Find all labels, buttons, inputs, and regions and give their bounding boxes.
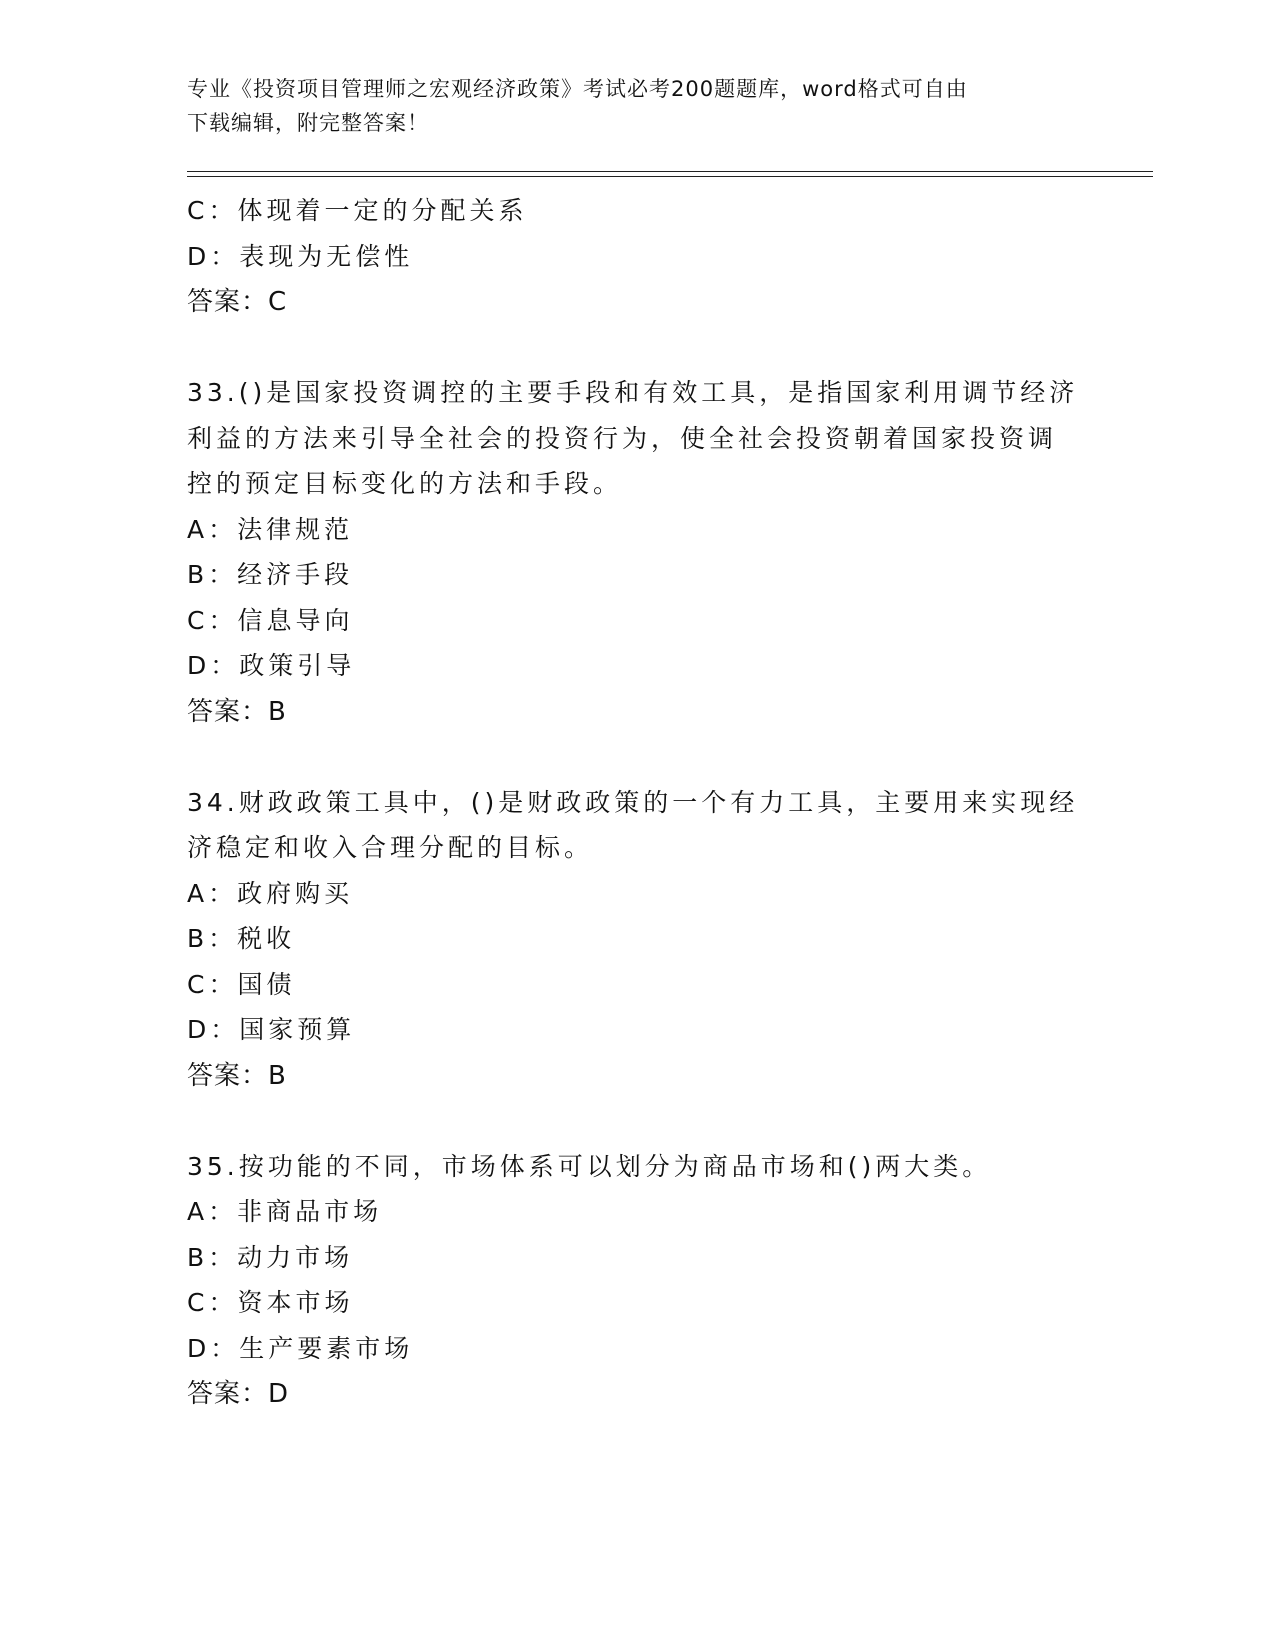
question-text-line: 利益的方法来引导全社会的投资行为，使全社会投资朝着国家投资调	[187, 423, 1058, 453]
question-text-line: 35.按功能的不同，市场体系可以划分为商品市场和()两大类。	[187, 1151, 992, 1181]
spacer	[187, 325, 1087, 370]
question-text-line: 33.()是国家投资调控的主要手段和有效工具，是指国家利用调节经济	[187, 378, 1079, 407]
option-d: D：生产要素市场	[187, 1333, 414, 1363]
option-c: C：资本市场	[187, 1288, 354, 1317]
question-33	[187, 370, 1087, 735]
question-35	[187, 1144, 1087, 1418]
header-line-2: 下载编辑，附完整答案！	[187, 111, 429, 135]
option-c: C：国债	[187, 969, 296, 999]
question-content	[187, 188, 1087, 1417]
answer-line: 答案：C	[187, 287, 288, 317]
option-a: A：非商品市场	[187, 1197, 383, 1226]
option-b: B：经济手段	[187, 560, 354, 589]
header-rule-top	[187, 171, 1153, 172]
option-b: B：动力市场	[187, 1242, 354, 1272]
question-text-line: 济稳定和收入合理分配的目标。	[187, 833, 594, 862]
option-b: B：税收	[187, 924, 296, 953]
question-32-fragment	[187, 188, 1087, 325]
question-text-line: 34.财政政策工具中，()是财政政策的一个有力工具，主要用来实现经	[187, 787, 1079, 817]
option-a: A：法律规范	[187, 514, 354, 544]
option-d: D：表现为无偿性	[187, 241, 414, 271]
answer-line: 答案：B	[187, 696, 287, 727]
spacer	[187, 735, 1087, 780]
option-d: D：政策引导	[187, 651, 356, 680]
question-34	[187, 780, 1087, 1099]
question-text-line: 控的预定目标变化的方法和手段。	[187, 469, 623, 498]
document-header	[187, 72, 1067, 140]
spacer	[187, 1099, 1087, 1144]
answer-line: 答案：B	[187, 1060, 287, 1091]
answer-line: 答案：D	[187, 1379, 290, 1409]
option-c: C：体现着一定的分配关系	[187, 196, 528, 225]
header-line-1: 专业《投资项目管理师之宏观经济政策》考试必考200题题库，word格式可自由	[187, 77, 968, 101]
option-a: A：政府购买	[187, 878, 354, 908]
option-c: C：信息导向	[187, 605, 354, 635]
header-rule-bottom	[187, 176, 1153, 177]
option-d: D：国家预算	[187, 1015, 356, 1044]
